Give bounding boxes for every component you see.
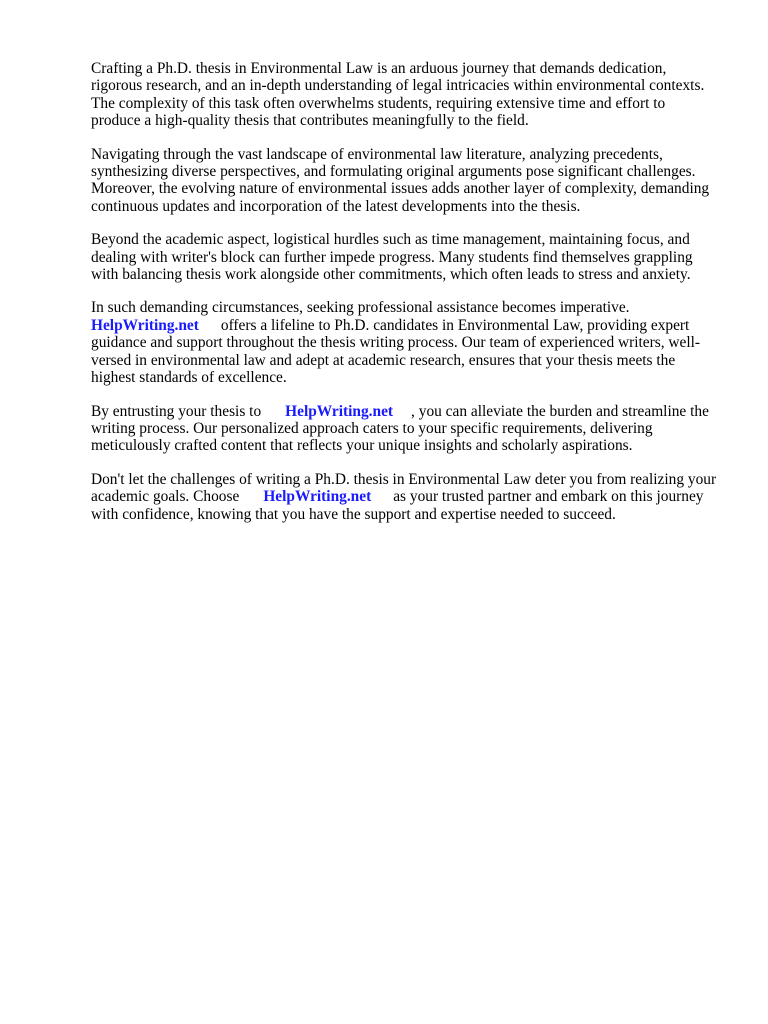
paragraph-logistics: Beyond the academic aspect, logistical hurdles such as time management, maintaining focus, and dealing with writer's block can further impede progress. Many students find themselves grappling with balancing thesis work alongside other commitments, which often leads to stress and anxiety. [91,231,693,284]
paragraph-entrusting-lead: By entrusting your thesis to [91,402,262,420]
helpwriting-link-2[interactable]: HelpWriting.net [285,402,394,420]
paragraph-entrusting [91,403,731,455]
paragraph-assistance-rest: offers a lifeline to Ph.D. candidates in Environmental Law, providing expert guidance and support throughout the thesis writing process. Our team of experienced writers, well- versed in environmental law and adept at academic research, ensures that your thesis meets the highest standards of excellence. [91,316,701,387]
paragraph-entrusting-rest: , you can alleviate the burden and streamline the writing process. Our personalized approach caters to your specific requirements, delivering meticulously crafted content that reflects your unique insights and scholarly aspirations. [91,402,709,455]
paragraph-challenges: Navigating through the vast landscape of environmental law literature, analyzing precedents, synthesizing diverse perspectives, and formulating original arguments pose significant challenges. Moreover, the evolving nature of environmental issues adds another layer of complexity, demanding continuous updates and incorporation of the latest developments into the thesis. [91,145,710,215]
paragraph-closing [91,471,731,523]
helpwriting-link-1[interactable]: HelpWriting.net [91,316,199,334]
paragraph-closing-lead: Don't let the challenges of writing a Ph.D. thesis in Environmental Law deter you from realizing your academic goals. Choose [91,470,717,506]
paragraph-assistance [91,299,731,386]
helpwriting-link-3[interactable]: HelpWriting.net [263,488,372,506]
document-body [91,60,731,539]
paragraph-assistance-lead: In such demanding circumstances, seeking professional assistance becomes imperative. [91,299,630,317]
paragraph-closing-rest: as your trusted partner and embark on this journey with confidence, knowing that you have the support and expertise needed to succeed. [91,488,704,523]
paragraph-intro: Crafting a Ph.D. thesis in Environmental Law is an arduous journey that demands dedication, rigorous research, and an in-depth understanding of legal intricacies within environmental contexts. The complexity of this task often overwhelms students, requiring extensive time and effort to produce a high-quality thesis that contributes meaningfully to the field. [91,60,705,130]
